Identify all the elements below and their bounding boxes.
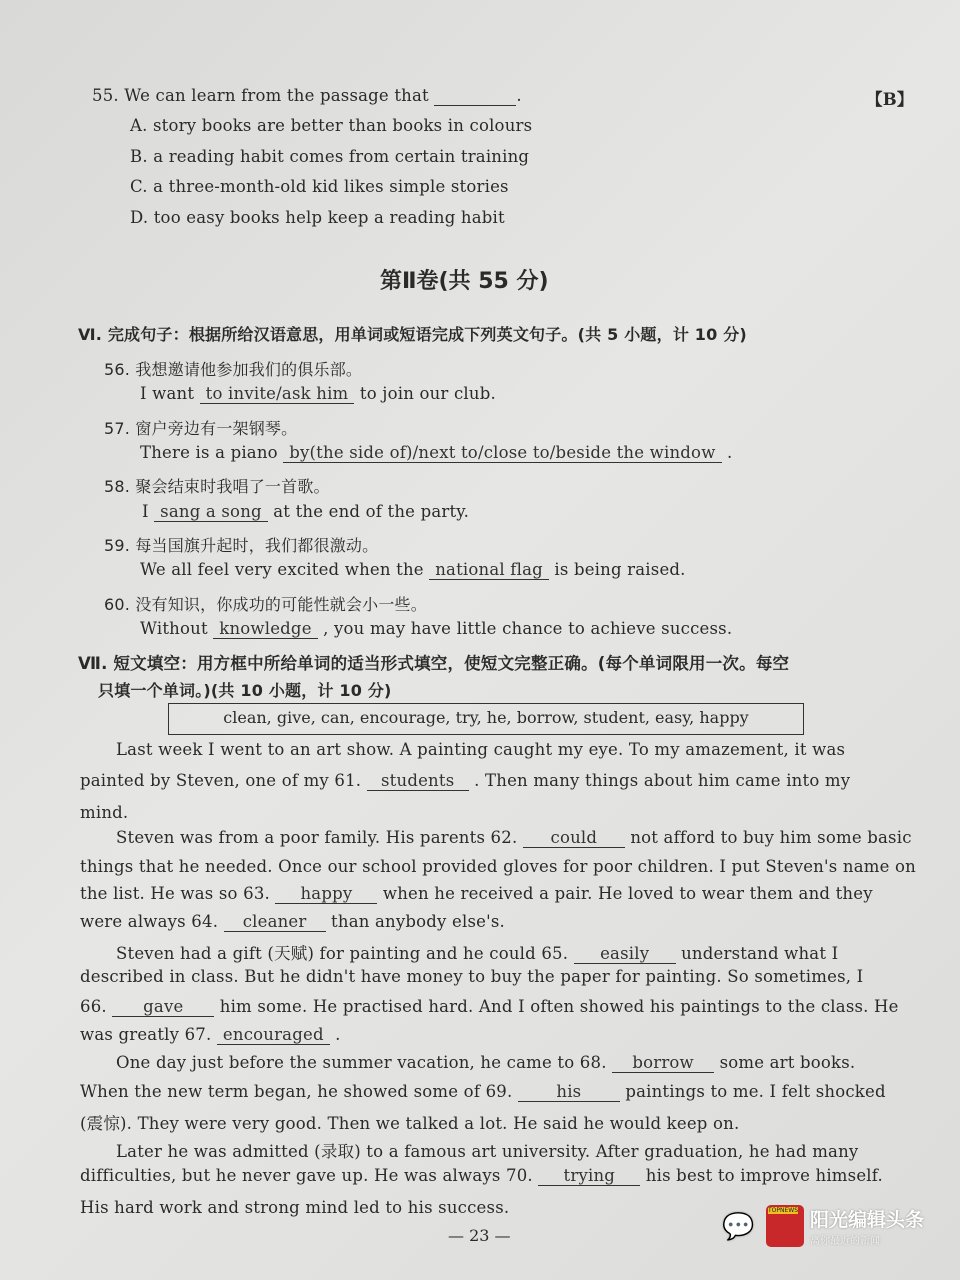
passage-text: him some. He practised hard. And I often showed his paintings to the class. He xyxy=(219,997,899,1016)
part2-title: 第Ⅱ卷(共 55 分) xyxy=(380,269,549,294)
sentence-suffix: to join our club. xyxy=(359,384,496,403)
passage-line xyxy=(80,857,916,876)
passage-text: than anybody else's. xyxy=(331,912,505,931)
watermark-logo xyxy=(766,1205,804,1247)
passage-text: Last week I went to an art show. A painting caught my eye. To my amazement, it was xyxy=(116,740,846,759)
passage-text: understand what I xyxy=(681,944,839,963)
sentence-english xyxy=(140,384,496,404)
passage-text: One day just before the summer vacation, he came to 68. xyxy=(116,1053,607,1072)
answer-blank: his xyxy=(518,1082,620,1102)
sentence-chinese: 60. 没有知识，你成功的可能性就会小一些。 xyxy=(104,595,427,614)
passage-text: painted by Steven, one of my 61. xyxy=(80,771,362,790)
passage-line xyxy=(80,1082,898,1102)
passage-line xyxy=(80,803,898,822)
option-d: D. too easy books help keep a reading habit xyxy=(130,208,505,227)
passage-text: Later he was admitted (录取) to a famous art university. After graduation, he had many xyxy=(116,1142,859,1161)
passage-line xyxy=(116,740,898,759)
sentence-english xyxy=(140,560,686,580)
passage-line xyxy=(80,997,898,1017)
answer-blank: by(the side of)/next to/close to/beside the window xyxy=(283,443,721,463)
wechat-icon: 💬 xyxy=(722,1212,755,1242)
passage-line xyxy=(116,1138,898,1162)
sentence-suffix: at the end of the party. xyxy=(273,502,470,521)
answer-blank: happy xyxy=(275,884,377,904)
sentence-suffix: is being raised. xyxy=(554,560,686,579)
option-a: A. story books are better than books in colours xyxy=(130,116,533,135)
passage-text: some art books. xyxy=(719,1053,856,1072)
sentence-chinese: 58. 聚会结束时我唱了一首歌。 xyxy=(104,477,330,496)
sentence-prefix: I want xyxy=(140,384,195,403)
passage-text: mind. xyxy=(80,803,129,822)
passage-text: His hard work and strong mind led to his success. xyxy=(80,1198,510,1217)
answer-blank: national flag xyxy=(429,560,549,580)
answer-blank: cleaner xyxy=(224,912,326,932)
sentence-suffix: , you may have little chance to achieve success. xyxy=(323,619,733,638)
passage-line xyxy=(80,967,898,986)
passage-line xyxy=(80,884,898,904)
passage-text: not afford to buy him some basic xyxy=(630,828,912,847)
word-box: clean, give, can, encourage, try, he, borrow, student, easy, happy xyxy=(168,703,804,735)
passage-text: When the new term began, he showed some of 69. xyxy=(80,1082,513,1101)
passage-line xyxy=(80,771,898,791)
sentence-english xyxy=(140,619,732,639)
passage-line xyxy=(80,1025,898,1045)
q55-stem-text: 55. We can learn from the passage that xyxy=(92,86,429,105)
passage-text: his best to improve himself. xyxy=(645,1166,883,1185)
sentence-prefix: Without xyxy=(140,619,208,638)
passage-line xyxy=(80,912,898,932)
passage-text: paintings to me. I felt shocked xyxy=(625,1082,886,1101)
watermark-slogan: 离你最近的新闻 xyxy=(810,1236,880,1247)
passage-text: were always 64. xyxy=(80,912,219,931)
passage-line xyxy=(80,1166,898,1186)
passage-line xyxy=(116,940,898,964)
answer-blank: could xyxy=(523,828,625,848)
answer-blank: students xyxy=(367,771,469,791)
option-c: C. a three-month-old kid likes simple stories xyxy=(130,177,509,196)
page-number: — 23 — xyxy=(448,1226,511,1245)
passage-text: difficulties, but he never gave up. He was always 70. xyxy=(80,1166,533,1185)
passage-text: described in class. But he didn't have money to buy the paper for painting. So sometimes, I xyxy=(80,967,864,986)
section7-heading-2: 只填一个单词。)(共 10 小题，计 10 分) xyxy=(98,681,392,700)
passage-text: 66. xyxy=(80,997,107,1016)
sentence-english xyxy=(142,502,469,522)
section7-heading-1: Ⅶ. 短文填空：用方框中所给单词的适当形式填空，使短文完整正确。(每个单词限用一次。每空 xyxy=(78,654,790,673)
sentence-chinese: 56. 我想邀请他参加我们的俱乐部。 xyxy=(104,360,363,379)
sentence-prefix: I xyxy=(142,502,149,521)
passage-text: when he received a pair. He loved to wear them and they xyxy=(382,884,873,903)
passage-text: Steven was from a poor family. His parents 62. xyxy=(116,828,518,847)
q55-stem: 55. We can learn from the passage that . xyxy=(92,86,522,105)
sentence-prefix: We all feel very excited when the xyxy=(140,560,424,579)
passage-line xyxy=(116,1053,898,1073)
logo-text: TOPNEWS xyxy=(768,1207,799,1214)
passage-text: Steven had a gift (天赋) for painting and he could 65. xyxy=(116,944,569,963)
answer-blank: sang a song xyxy=(154,502,268,522)
answer-blank: borrow xyxy=(612,1053,714,1073)
section6-heading: Ⅵ. 完成句子：根据所给汉语意思，用单词或短语完成下列英文句子。(共 5 小题，计 10 分) xyxy=(78,325,747,344)
sentence-suffix: . xyxy=(726,443,733,462)
answer-blank: gave xyxy=(112,997,214,1017)
answer-tag: 【B】 xyxy=(866,90,914,109)
answer-blank: encouraged xyxy=(217,1025,330,1045)
answer-blank: to invite/ask him xyxy=(200,384,355,404)
sentence-english xyxy=(140,443,732,463)
passage-line xyxy=(80,1110,898,1134)
answer-blank: knowledge xyxy=(213,619,317,639)
option-b: B. a reading habit comes from certain training xyxy=(130,147,530,166)
passage-text: things that he needed. Once our school provided gloves for poor children. I put Steven's name on xyxy=(80,857,916,876)
watermark-name: 阳光编辑头条 xyxy=(810,1209,925,1231)
passage-text: . Then many things about him came into my xyxy=(474,771,851,790)
sentence-chinese: 59. 每当国旗升起时，我们都很激动。 xyxy=(104,536,379,555)
watermark xyxy=(766,1205,924,1247)
passage-text: was greatly 67. xyxy=(80,1025,212,1044)
passage-text: . xyxy=(335,1025,341,1044)
answer-blank: easily xyxy=(574,944,676,964)
sentence-prefix: There is a piano xyxy=(140,443,278,462)
passage-line xyxy=(116,828,912,848)
sentence-chinese: 57. 窗户旁边有一架钢琴。 xyxy=(104,419,298,438)
q55-blank xyxy=(434,86,516,106)
passage-text: (震惊). They were very good. Then we talked a lot. He said he would keep on. xyxy=(80,1114,740,1133)
passage-text: the list. He was so 63. xyxy=(80,884,270,903)
answer-blank: trying xyxy=(538,1166,640,1186)
